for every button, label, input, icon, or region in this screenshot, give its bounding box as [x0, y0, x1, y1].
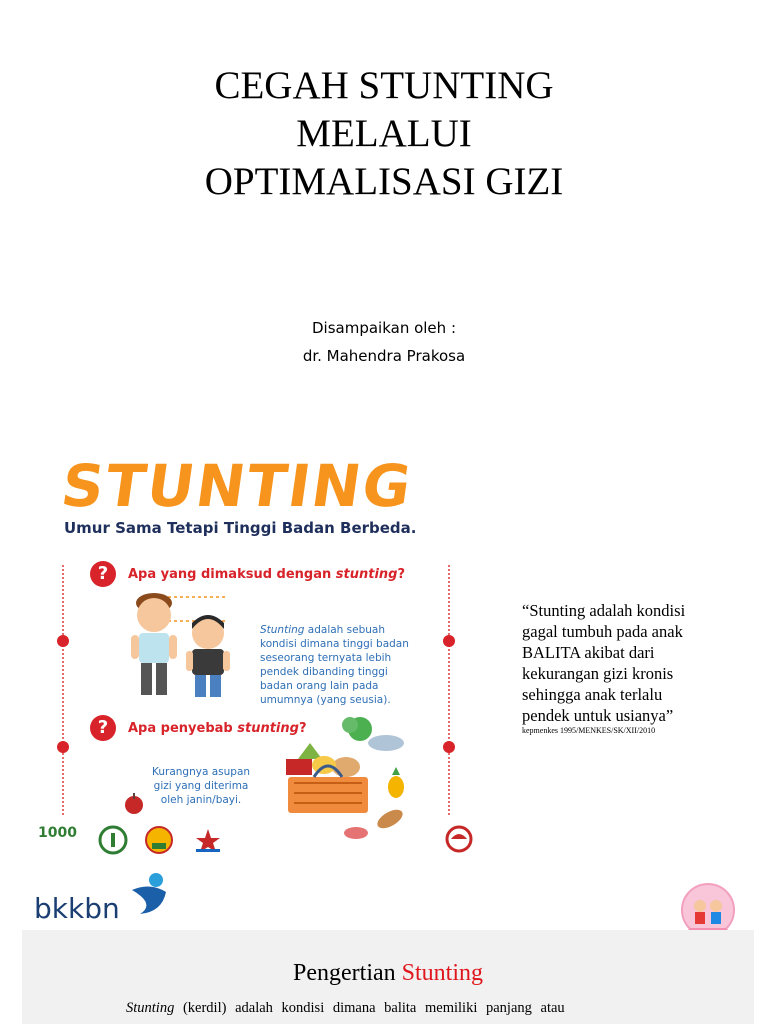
answer-1: Stunting adalah sebuah kondisi dimana tinggi badan seseorang ternyata lebih pendek dibanding tinggi badan orang lain pada umumnya (yang seusia). [260, 624, 409, 706]
infographic-heading: STUNTING [57, 452, 418, 520]
left-dotted-line [62, 565, 64, 815]
logo-1000-hari: 1000 [38, 825, 77, 841]
answer-2: Kurangnya asupan gizi yang diterima oleh janin/bayi. [152, 766, 251, 806]
bkkbn-logo [34, 878, 194, 928]
definition-panel [22, 930, 754, 1024]
question-2: Apa penyebab stunting? [128, 721, 307, 736]
slide-title [0, 62, 768, 206]
right-dotted-line [448, 565, 450, 815]
star-logo-icon [194, 827, 222, 855]
panel-title: Pengertian Stunting [293, 960, 483, 986]
presenter-name: dr. Mahendra Prakosa [302, 347, 466, 365]
bkkbn-wordmark: bkkbn [34, 892, 120, 925]
kemenkes-logo-icon [98, 825, 128, 855]
title-line-1: CEGAH STUNTING [214, 64, 554, 107]
question-mark-icon: ? [90, 561, 116, 587]
presenter-block [0, 314, 768, 370]
question-mark-icon: ? [90, 715, 116, 741]
children-height-illustration-icon [126, 591, 246, 703]
panel-text: Stunting (kerdil) adalah kondisi dimana balita memiliki panjang atau [126, 1000, 565, 1016]
stunting-infographic [30, 445, 480, 865]
infographic-subtitle: Umur Sama Tetapi Tinggi Badan Berbeda. [64, 519, 417, 537]
title-line-3: OPTIMALISASI GIZI [204, 160, 564, 203]
garuda-logo-icon [144, 825, 174, 855]
presenter-label: Disampaikan oleh : [311, 319, 456, 337]
partner-logo-icon [444, 825, 474, 857]
food-basket-icon [276, 715, 416, 845]
apple-icon [122, 791, 146, 815]
stunting-definition-quote: “Stunting adalah kondisi gagal tumbuh pada anak BALITA akibat dari kekurangan gizi kronis sehingga anak terlalu pendek untuk usianya” [522, 601, 686, 725]
right-dot-2 [443, 741, 455, 753]
bkkbn-symbol-icon [126, 872, 176, 918]
right-dot-1 [443, 635, 455, 647]
quote-reference: kepmenkes 1995/MENKES/SK/XII/2010 [522, 726, 656, 735]
left-dot-2 [57, 741, 69, 753]
title-line-2: MELALUI [296, 112, 472, 155]
question-1: Apa yang dimaksud dengan stunting? [128, 567, 406, 582]
left-dot-1 [57, 635, 69, 647]
